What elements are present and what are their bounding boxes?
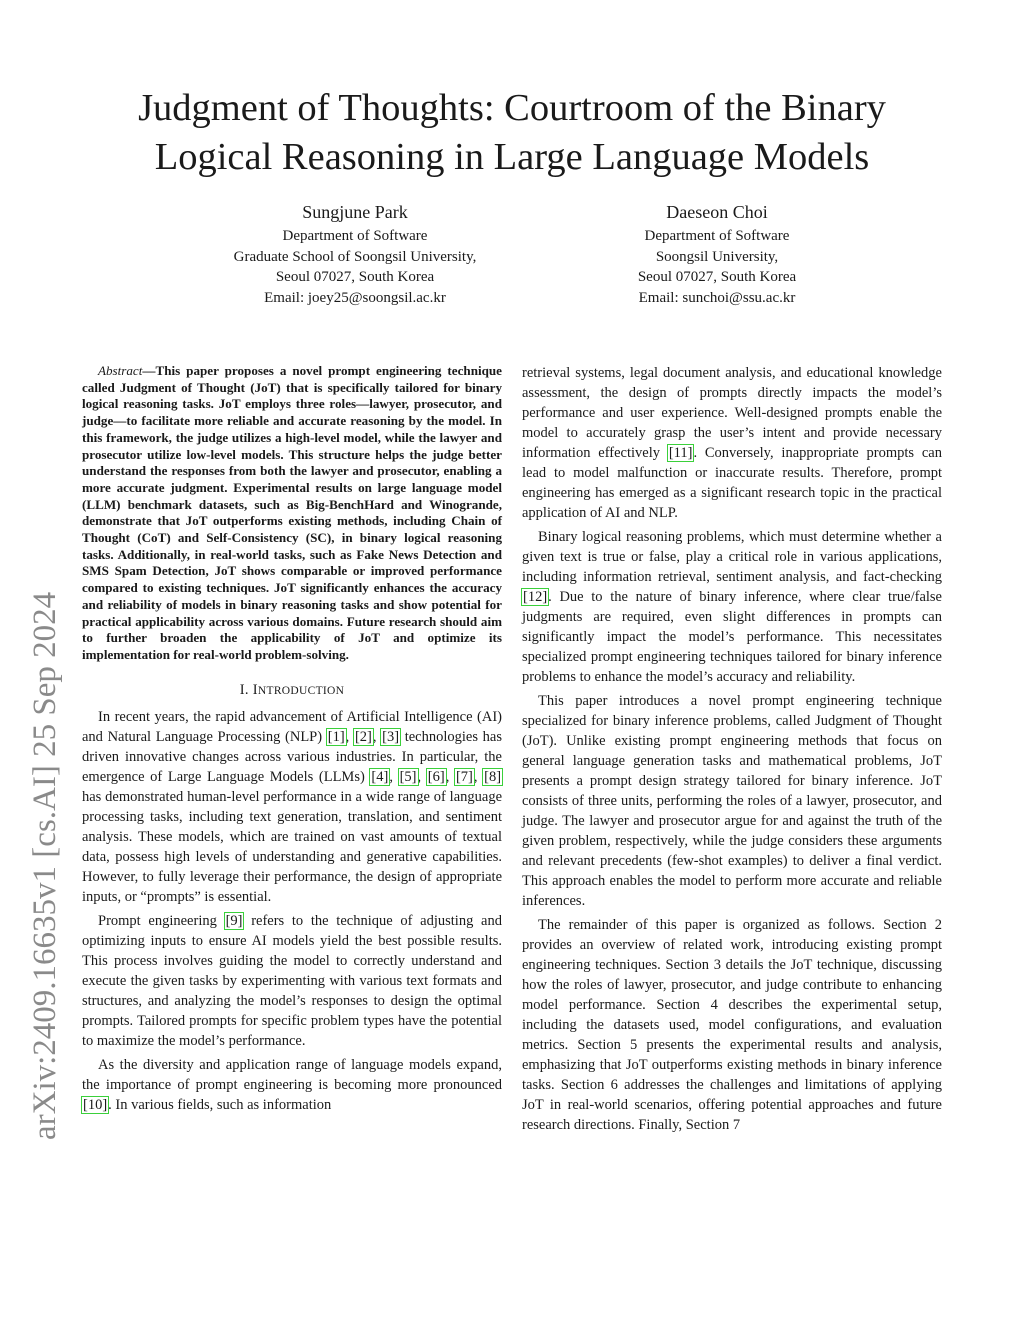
- paragraph-text: Binary logical reasoning problems, which must determine whether a given text is true or false, play a critical role in various applications, including information retrieval, sentiment analysis, and fact-checking: [522, 529, 942, 585]
- paragraph: [522, 363, 942, 523]
- paragraph: [522, 527, 942, 687]
- citation-separator: ,: [417, 768, 427, 785]
- author-address: Seoul 07027, South Korea: [275, 269, 435, 285]
- author-affiliation: Soongsil University,: [655, 248, 779, 265]
- paragraph-text: Prompt engineering: [98, 912, 225, 929]
- paragraph: This paper introduces a novel prompt engineering technique specialized for binary inference problems, called Judgment of Thought (JoT). Unlike existing prompt engineering methods that focus on general language generation tasks and mathematical problems, JoT presents a prompt design strategy tailored for binary inference. JoT consists of three units, performing the roles of a lawyer, prosecutor, and judge. The lawyer and prosecutor argue for and against the truth of the given problem, respectively, while the judge considers these arguments and relevant precedents (few-shot examples) to deliver a final verdict. This approach enables the model to perform more accurate and reliable inferences.: [522, 693, 942, 909]
- arxiv-sidebar: [27, 591, 63, 1174]
- paragraph: [82, 707, 502, 907]
- author-dept: Department of Software: [644, 228, 790, 244]
- abstract-lead: Abstract: [98, 363, 143, 378]
- right-column: [522, 363, 942, 1139]
- author-email: Email: sunchoi@ssu.ac.kr: [638, 289, 796, 306]
- author-block-1: [185, 200, 525, 308]
- citation-link[interactable]: [1]: [327, 728, 345, 745]
- author-block-2: [547, 200, 887, 308]
- paragraph: [82, 911, 502, 1051]
- citation-link[interactable]: [7]: [455, 768, 473, 785]
- section-title-rest: NTRODUCTION: [257, 684, 345, 697]
- author-dept: Department of Software: [282, 228, 428, 244]
- citation-link[interactable]: [8]: [484, 768, 502, 785]
- paragraph: [82, 1055, 502, 1115]
- paragraph-text: technologies has driven innovative changes across various industries. In particular, the emergence of Large Language Models (LLMs): [82, 728, 502, 785]
- citation-separator: ,: [445, 768, 455, 785]
- citation-link[interactable]: [3]: [382, 728, 400, 745]
- citation-separator: ,: [389, 768, 399, 785]
- citation-link[interactable]: [10]: [83, 1096, 108, 1113]
- author-affiliation: Graduate School of Soongsil University,: [233, 248, 477, 265]
- citation-link[interactable]: [4]: [371, 768, 389, 785]
- abstract-text: —This paper proposes a novel prompt engineering technique called Judgment of Thought (JoT) that is specifically tailored for binary logical reasoning tasks. JoT employs three roles—lawyer, prosecutor, and judge—to facilitate more reliable and accurate reasoning by the model. In this framework, the judge utilizes a high-level model, while the lawyer and prosecutor utilize low-level models. This structure helps the judge better understand the responses from both the lawyer and prosecutor, enabling a more accurate judgment. Experimental results on large language model (LLM) benchmark datasets, such as Big-BenchHard and Winogrande, demonstrate that JoT outperforms existing methods, including Chain of Thought (CoT) and Self-Consistency (SC), in binary logical reasoning tasks. Additionally, in real-world tasks, such as Fake News Detection and SMS Spam Detection, JoT shows comparable or improved performance compared to existing techniques. JoT significantly enhances the accuracy and reliability of models in binary reasoning tasks and show potential for practical applicability across various domains. Future research should aim to further broaden the applicability of JoT and optimize its implementation for real-world problem-solving.: [82, 363, 502, 662]
- paragraph-text: . Due to the nature of binary inference, where clear true/false judgments are required, even slight differences in prompts can significantly impact the model’s performance. This necessitates specialized prompt engineering techniques tailored for binary inference problems to enhance the model’s accuracy and reliability.: [522, 589, 942, 685]
- section-title-initial: I: [252, 681, 258, 698]
- paper-title: [60, 84, 964, 182]
- citation-separator: ,: [473, 768, 484, 785]
- paragraph-text: refers to the technique of adjusting and optimizing inputs to ensure AI models yield the best possible results. This process involves guiding the model to correctly understand and execute the given tasks by experimenting with various text formats and structures, and analyzing the model’s responses to design the optimal prompts. Tailored prompts for specific problem types have the potential to maximize the model’s performance.: [82, 912, 502, 1049]
- section-number: I.: [239, 681, 249, 698]
- paragraph-text: has demonstrated human-level performance in a wide range of language processing tasks, including text generation, translation, and sentiment analysis. These models, which are trained on vast amounts of textual data, possess high levels of understanding and generative capabilities. However, to fully leverage their performance, the design of appropriate inputs, or “prompts” is essential.: [82, 788, 502, 905]
- paragraph-text: In recent years, the rapid advancement of Artificial Intelligence (AI) and Natural Language Processing (NLP): [82, 708, 502, 745]
- citation-link[interactable]: [9]: [225, 912, 243, 929]
- title-line-2: Logical Reasoning in Large Language Models: [154, 136, 870, 178]
- author-address: Seoul 07027, South Korea: [637, 269, 797, 285]
- arxiv-identifier: arXiv:2409.16635v1 [cs.AI] 25 Sep 2024: [27, 591, 63, 1140]
- section-heading: [82, 680, 502, 701]
- title-line-1: Judgment of Thoughts: Courtroom of the Binary: [138, 87, 886, 129]
- citation-link[interactable]: [2]: [354, 728, 372, 745]
- author-name: Daeseon Choi: [666, 202, 768, 222]
- left-column: [82, 363, 502, 1119]
- paragraph: The remainder of this paper is organized as follows. Section 2 provides an overview of related work, introducing existing prompt engineering techniques. Section 3 details the JoT technique, discussing how the roles of lawyer, prosecutor, and judge contribute to enhancing model performance. Section 4 describes the experimental setup, including the datasets used, model configurations, and evaluation metrics. Section 5 presents the experimental results and analysis, emphasizing that JoT outperforms existing methods in binary inference tasks. Section 6 addresses the challenges and limitations of applying JoT in real-world scenarios, offering potential approaches and future research directions. Finally, Section 7: [522, 917, 942, 1133]
- citation-link[interactable]: [5]: [399, 768, 417, 785]
- citation-separator: ,: [345, 728, 354, 745]
- paragraph-text: As the diversity and application range of language models expand, the importance of prompt engineering is becoming more pronounced: [82, 1056, 502, 1093]
- paragraph-text: . Conversely, inappropriate prompts can lead to model malfunction or inaccurate results. Therefore, prompt engineering has emerged as a significant research topic in the practical application of AI and NLP.: [522, 445, 942, 521]
- author-email: Email: joey25@soongsil.ac.kr: [264, 289, 446, 306]
- citation-link[interactable]: [12]: [523, 589, 548, 605]
- citation-link[interactable]: [6]: [427, 768, 445, 785]
- paragraph-text: retrieval systems, legal document analysis, and educational knowledge assessment, the design of prompts directly impacts the model’s performance and user experience. Well-designed prompts enable the model to accurately grasp the user’s intent and provide necessary information effectively: [522, 365, 942, 461]
- paragraph-text: . In various fields, such as information: [108, 1096, 332, 1113]
- author-name: Sungjune Park: [302, 202, 408, 222]
- abstract: [82, 363, 502, 664]
- citation-link[interactable]: [11]: [668, 445, 693, 461]
- citation-separator: ,: [372, 728, 382, 745]
